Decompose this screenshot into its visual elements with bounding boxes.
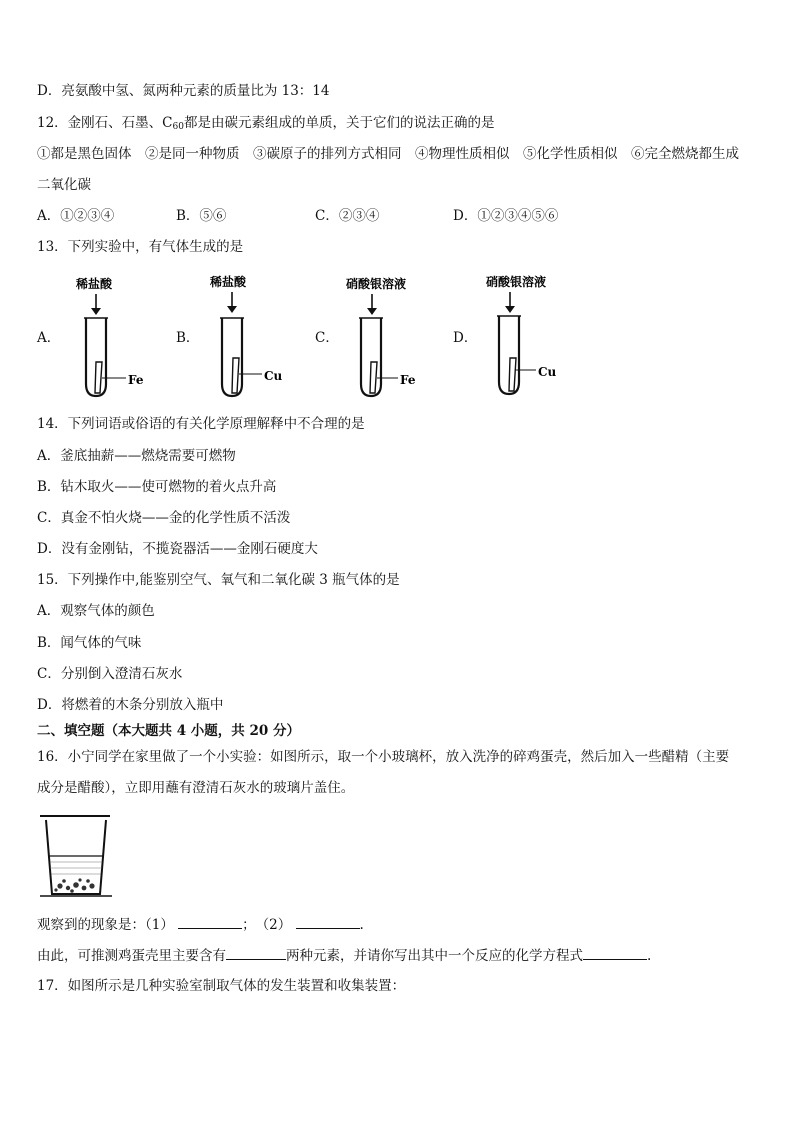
q16-infer-pre: 由此，可推测鸡蛋壳里主要含有: [37, 948, 226, 964]
q12-stem-sub: 60: [172, 122, 184, 132]
q12-option-c: C．②③④: [315, 208, 380, 224]
q16-infer-mid: 两种元素，并请你写出其中一个反应的化学方程式: [286, 948, 583, 964]
q12-stem-post: 都是由碳元素组成的单质，关于它们的说法正确的是: [183, 115, 495, 131]
q16-observe-line: [37, 914, 364, 934]
q12-statements-line1: ①都是黑色固体 ②是同一种物质 ③碳原子的排列方式相同 ④物理性质相似 ⑤化学性质相似 ⑥完全燃烧都生成: [37, 146, 739, 162]
q16-infer-line: [37, 945, 651, 965]
q13-b-reagent: 稀盐酸: [210, 275, 247, 289]
q13-figure-b: [206, 270, 296, 400]
q15-option-c: C．分别倒入澄清石灰水: [37, 666, 183, 682]
q16-observe-mid: ； （2）: [242, 917, 292, 933]
q16-observe-end: .: [359, 917, 364, 933]
q13-c-metal: Fe: [400, 373, 416, 387]
q13-a-metal: Fe: [128, 373, 144, 387]
q13-figure-c: [342, 272, 442, 402]
q12-stem-pre: 12．金刚石、石墨、C: [37, 115, 173, 131]
q13-stem: 13．下列实验中，有气体生成的是: [37, 239, 244, 255]
q12-statements-line2: 二氧化碳: [37, 177, 91, 193]
q14-option-c: C．真金不怕火烧——金的化学性质不活泼: [37, 510, 291, 526]
q16-infer-end: .: [647, 948, 652, 964]
q16-stem-line2: 成分是醋酸），立即用蘸有澄清石灰水的玻璃片盖住。: [37, 780, 355, 796]
q13-a-reagent: 稀盐酸: [76, 277, 113, 291]
q12-stem: [37, 114, 494, 136]
q14-option-d: D．没有金刚钻，不揽瓷器活——金刚石硬度大: [37, 541, 318, 557]
q14-option-a: A．釜底抽薪——燃烧需要可燃物: [37, 448, 236, 464]
q16-stem-line1: 16．小宁同学在家里做了一个小实验：如图所示，取一个小玻璃杯，放入洗净的碎鸡蛋壳，然后加入一些醋精（主要: [37, 749, 730, 765]
q16-beaker-figure: [38, 812, 118, 898]
section-title: 二、填空题（本大题共 4 小题，共 20 分）: [37, 723, 300, 739]
q15-stem: 15．下列操作中,能鉴别空气、氧气和二氧化碳 3 瓶气体的是: [37, 572, 400, 588]
q12-option-d: D．①②③④⑤⑥: [453, 208, 559, 224]
q12-option-b: B．⑤⑥: [176, 208, 227, 224]
q13-option-d-letter: D．: [453, 330, 478, 346]
q14-option-b: B．钻木取火——使可燃物的着火点升高: [37, 479, 277, 495]
q16-blank-4[interactable]: [583, 945, 647, 960]
q17-stem: 17．如图所示是几种实验室制取气体的发生装置和收集装置：: [37, 978, 406, 994]
q13-figure-d: [482, 270, 582, 400]
q16-observe-pre: 观察到的现象是：（1）: [37, 917, 174, 933]
q13-option-a-letter: A．: [37, 330, 61, 346]
q13-d-reagent: 硝酸银溶液: [486, 275, 547, 289]
q13-option-c-letter: C．: [315, 330, 339, 346]
q12-option-a: A．①②③④: [37, 208, 115, 224]
q16-blank-1[interactable]: [178, 914, 242, 929]
q11-option-d: D．亮氨酸中氢、氮两种元素的质量比为 13：14: [37, 83, 330, 99]
q13-figure-a: [72, 272, 162, 402]
q16-blank-3[interactable]: [226, 945, 286, 960]
q15-option-a: A．观察气体的颜色: [37, 603, 155, 619]
q15-option-b: B．闻气体的气味: [37, 635, 142, 651]
q13-option-b-letter: B．: [176, 330, 200, 346]
q13-c-reagent: 硝酸银溶液: [346, 277, 407, 291]
q15-option-d: D．将燃着的木条分别放入瓶中: [37, 697, 224, 713]
q13-b-metal: Cu: [264, 369, 283, 383]
q13-d-metal: Cu: [538, 365, 557, 379]
q16-blank-2[interactable]: [296, 914, 360, 929]
q14-stem: 14．下列词语或俗语的有关化学原理解释中不合理的是: [37, 416, 365, 432]
